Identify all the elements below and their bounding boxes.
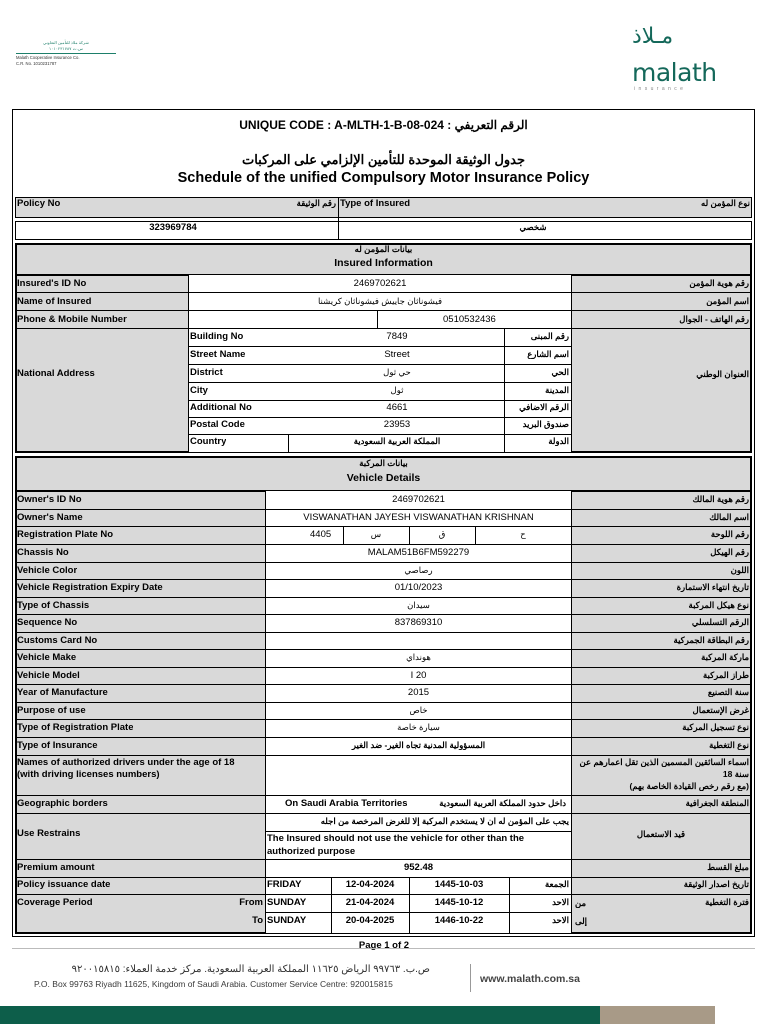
to-day-en: SUNDAY (267, 916, 307, 926)
chassis-type-label: Type of Chassis (17, 601, 90, 611)
vehicle-section-title-ar: بيانات المركبة (359, 459, 408, 468)
footer-divider (12, 948, 755, 949)
row-line (16, 597, 751, 598)
issuance-date-label: Policy issuance date (17, 880, 111, 890)
address-value: Street (384, 350, 410, 360)
row-line (16, 702, 751, 703)
row-line (189, 364, 571, 365)
address-label: Country (190, 437, 227, 447)
drivers-label-ar-3: (مع رقم رخص القيادة الخاصة بهم) (629, 782, 749, 791)
unique-code-ar: الرقم التعريفي (454, 118, 528, 132)
malath-logo (628, 24, 744, 96)
title-arabic: جدول الوثيقة الموحدة للتأمين الإلزامي على المركبات (241, 152, 526, 167)
address-label-ar: الدولة (548, 437, 569, 446)
issuance-greg: 12-04-2024 (345, 880, 395, 890)
row-line (16, 632, 751, 633)
purpose-value: خاص (409, 706, 428, 715)
plate-type-value: سيارة خاصة (397, 723, 440, 732)
insured-name-label: Name of Insured (17, 297, 92, 307)
title-english: Schedule of the unified Compulsory Motor Insurance Policy (177, 170, 590, 186)
to-greg: 20-04-2025 (345, 916, 395, 926)
chassis-no-label-ar: رقم الهيكل (710, 548, 749, 557)
premium-label-ar: مبلغ القسط (707, 863, 749, 872)
row-line (16, 310, 751, 311)
row-line (16, 684, 751, 685)
insurance-type-label: Type of Insurance (17, 741, 98, 751)
insured-section-title-ar: بيانات المؤمن له (354, 245, 413, 254)
row-line (16, 667, 751, 668)
use-restrains-value-en-2: authorized purpose (267, 847, 356, 857)
row-line (16, 795, 751, 796)
use-restrains-value-ar: يجب على المؤمن له ان لا يستخدم المركبة إلا للغرض المرخصة من اجله (320, 817, 569, 826)
row-line (16, 859, 751, 860)
use-restrains-value-en-1: The Insured should not use the vehicle for other than the (267, 834, 525, 844)
from-day-ar: الاحد (552, 898, 569, 907)
logo-english: malath (632, 58, 717, 87)
registration-expiry-label: Vehicle Registration Expiry Date (17, 583, 163, 593)
address-value: 7849 (386, 332, 408, 342)
phone-label: Phone & Mobile Number (17, 315, 127, 325)
vehicle-make-label: Vehicle Make (17, 653, 77, 663)
policy-no-value: 323969784 (149, 223, 197, 233)
address-label: Additional No (190, 403, 252, 413)
plate-type-label: Type of Registration Plate (17, 723, 134, 733)
issuance-day-en: FRIDAY (267, 880, 302, 890)
address-label-ar: اسم الشارع (527, 350, 569, 359)
manufacture-year-value: 2015 (407, 688, 430, 698)
use-restrains-label: Use Restrains (17, 829, 81, 839)
geo-borders-value-ar: داخل حدود المملكة العربية السعودية (439, 799, 566, 808)
owner-id-value: 2469702621 (392, 495, 445, 505)
row-line (189, 382, 571, 383)
chassis-no-value: MALAM51B6FM592279 (367, 548, 470, 558)
document-titles (13, 110, 754, 190)
purpose-label-ar: غرض الإستعمال (692, 706, 749, 715)
address-value: 4661 (386, 403, 408, 413)
footer-address-en: P.O. Box 99763 Riyadh 11625, Kingdom of Saudi Arabia. Customer Service Centre: 920015815 (34, 979, 393, 989)
phone-label-ar: رقم الهاتف - الجوال (679, 315, 749, 324)
company-name-ar: شركة ملاذ للتأمين التعاوني (43, 40, 89, 45)
type-insured-label-ar: نوع المؤمن له (701, 199, 750, 208)
registration-expiry-value: 01/10/2023 (394, 583, 443, 593)
row-line (189, 400, 571, 401)
drivers-label-ar-1: اسماء السائقين المسمين الذين تقل اعمارهم عن (579, 758, 749, 767)
address-value: ثول (390, 386, 404, 395)
vehicle-model-value: I 20 (410, 671, 427, 681)
company-info (16, 40, 116, 67)
geo-borders-value-en: On Saudi Arabia Territories (285, 799, 408, 809)
customs-card-label-ar: رقم البطاقة الجمركية (673, 636, 749, 645)
footer-address-ar: ص.ب. ٩٩٧٦٣ الرياض ١١٦٢٥ المملكة العربية السعودية. مركز خدمة العملاء: ٩٢٠٠١٥٨١٥ (71, 964, 430, 975)
col-line (509, 877, 510, 933)
row-line (189, 434, 571, 435)
to-hijri: 1446-10-22 (434, 916, 484, 926)
vehicle-make-value: هونداي (406, 653, 431, 662)
national-address-label: National Address (17, 369, 95, 379)
to-day-ar: الاحد (552, 916, 569, 925)
col-line (377, 310, 378, 328)
page-number: Page 1 of 2 (358, 940, 410, 951)
address-label: Postal Code (190, 420, 245, 430)
company-name-en: Malath Cooperative Insurance Co. (16, 55, 80, 60)
drivers-label-2: (with driving licenses numbers) (17, 770, 160, 780)
vehicle-color-label: Vehicle Color (17, 566, 78, 576)
insured-id-label-ar: رقم هوية المؤمن (689, 279, 749, 288)
address-label: City (190, 386, 208, 396)
row-line (189, 346, 571, 347)
address-label-ar: رقم المبنى (530, 332, 569, 341)
vehicle-color-value: رصاصي (404, 566, 433, 575)
row-line (16, 509, 751, 510)
from-hijri: 1445-10-12 (434, 898, 484, 908)
footer-gold-bar (600, 1006, 715, 1024)
phone-value: 0510532436 (443, 315, 496, 325)
chassis-type-label-ar: نوع هيكل المركبة (688, 601, 749, 610)
footer-website-link[interactable]: www.malath.com.sa (480, 973, 580, 985)
from-greg: 21-04-2024 (345, 898, 395, 908)
owner-id-label-ar: رقم هوية المالك (692, 495, 749, 504)
sequence-no-value: 837869310 (394, 618, 443, 628)
sequence-no-label: Sequence No (17, 618, 78, 628)
premium-value: 952.48 (403, 863, 434, 873)
row-line (16, 737, 751, 738)
issuance-date-label-ar: تاريخ اصدار الوثيقة (683, 880, 749, 889)
geo-borders-label: Geographic borders (17, 799, 108, 809)
registration-expiry-label-ar: تاريخ انتهاء الاستمارة (676, 583, 749, 592)
row-line (16, 292, 751, 293)
coverage-from-label: From (239, 898, 263, 908)
row-line (266, 912, 571, 913)
insurance-type-label-ar: نوع التغطية (709, 741, 749, 750)
company-cr-ar: س.ت ١٠١٠٢٣١٧٨٧ (49, 46, 83, 51)
drivers-label-1: Names of authorized drivers under the age of 18 (17, 758, 235, 768)
footer-green-bar (0, 1006, 600, 1024)
vehicle-section-title-en: Vehicle Details (346, 473, 421, 484)
address-label: Building No (190, 332, 244, 342)
address-label-ar: صندوق البريد (522, 420, 569, 429)
logo-subtitle: insurance (634, 86, 687, 92)
address-label-ar: الحي (551, 368, 569, 377)
chassis-type-value: سيدان (407, 601, 430, 610)
address-label-ar: المدينة (545, 386, 569, 395)
insured-id-value: 2469702621 (353, 279, 407, 289)
address-label-ar: الرقم الاضافي (519, 403, 569, 412)
row-line (16, 614, 751, 615)
row-line (16, 579, 751, 580)
owner-name-value: VISWANATHAN JAYESH VISWANATHAN KRISHNAN (303, 513, 534, 523)
coverage-period-label: Coverage Period (17, 898, 93, 908)
purpose-label: Purpose of use (17, 706, 86, 716)
vehicle-color-label-ar: اللون (730, 566, 749, 575)
address-label: District (190, 368, 223, 378)
insurance-type-value: المسؤولية المدنية تجاه الغير- ضد الغير (351, 741, 486, 750)
issuance-hijri: 1445-10-03 (434, 880, 484, 890)
coverage-to-label-ar: إلى (575, 917, 588, 926)
address-label: Street Name (190, 350, 246, 360)
logo-arabic: مـلاذ (632, 24, 674, 49)
row-line (16, 562, 751, 563)
row-line (16, 877, 751, 878)
plate-no-label-ar: رقم اللوحة (710, 530, 749, 539)
col-line (288, 434, 289, 452)
footer-separator (470, 964, 471, 992)
plate-letter-2: ق (438, 530, 446, 539)
issuance-day-ar: الجمعة (544, 880, 569, 889)
company-info-divider (16, 53, 116, 54)
row-line (16, 649, 751, 650)
manufacture-year-label-ar: سنة التصنيع (707, 688, 749, 697)
use-restrains-label-ar: قيد الاستعمال (636, 830, 686, 839)
policy-no-label: Policy No (17, 199, 61, 209)
row-line (16, 328, 751, 329)
owner-name-label: Owner's Name (17, 513, 83, 523)
unique-code-en: UNIQUE CODE : A-MLTH-1-B-08-024 : (239, 118, 452, 132)
insured-id-label: Insured's ID No (17, 279, 87, 289)
address-value: 23953 (383, 420, 411, 430)
row-line (189, 417, 571, 418)
customs-card-label: Customs Card No (17, 636, 98, 646)
sequence-no-label-ar: الرقم التسلسلي (691, 618, 749, 627)
plate-number: 4405 (310, 530, 332, 540)
policy-no-label-ar: رقم الوثيقة (296, 199, 336, 208)
owner-name-label-ar: اسم المالك (709, 513, 749, 522)
plate-letter-3: ح (520, 530, 526, 539)
type-insured-label: Type of Insured (340, 199, 411, 209)
manufacture-year-label: Year of Manufacture (17, 688, 108, 698)
plate-type-label-ar: نوع تسجيل المركبة (682, 723, 749, 732)
vehicle-make-label-ar: ماركة المركبة (701, 653, 749, 662)
national-address-label-ar: العنوان الوطني (696, 370, 749, 379)
insured-name-value: فيشوناثان جاييش فيشوناثان كريشنا (317, 297, 443, 306)
address-value: المملكة العربية السعودية (353, 437, 441, 446)
row-line (16, 755, 751, 756)
vehicle-model-label-ar: طراز المركبة (702, 671, 749, 680)
insured-name-label-ar: اسم المؤمن (706, 297, 749, 306)
premium-label: Premium amount (17, 863, 95, 873)
geo-borders-label-ar: المنطقة الجغرافية (685, 799, 749, 808)
plate-no-label: Registration Plate No (17, 530, 114, 540)
row-line (16, 813, 751, 814)
from-day-en: SUNDAY (267, 898, 307, 908)
chassis-no-label: Chassis No (17, 548, 69, 558)
row-line (16, 719, 751, 720)
drivers-label-ar-2: سنة 18 (722, 770, 749, 779)
row-line (16, 544, 751, 545)
type-insured-value: شخصي (519, 223, 547, 232)
coverage-to-label: To (252, 916, 263, 926)
insured-section-title-en: Insured Information (334, 258, 433, 269)
address-value: حي ثول (383, 368, 411, 377)
coverage-from-label-ar: من (575, 899, 587, 908)
vehicle-model-label: Vehicle Model (17, 671, 80, 681)
company-cr-en: C.R. No. 1010231787 (16, 61, 57, 66)
row-line (16, 894, 751, 895)
unique-code (13, 118, 754, 132)
coverage-period-label-ar: فترة التغطية (705, 898, 749, 907)
plate-letter-1: س (370, 530, 382, 539)
owner-id-label: Owner's ID No (17, 495, 82, 505)
row-line (266, 831, 571, 832)
policy-schedule (12, 109, 755, 937)
row-line (16, 526, 751, 527)
